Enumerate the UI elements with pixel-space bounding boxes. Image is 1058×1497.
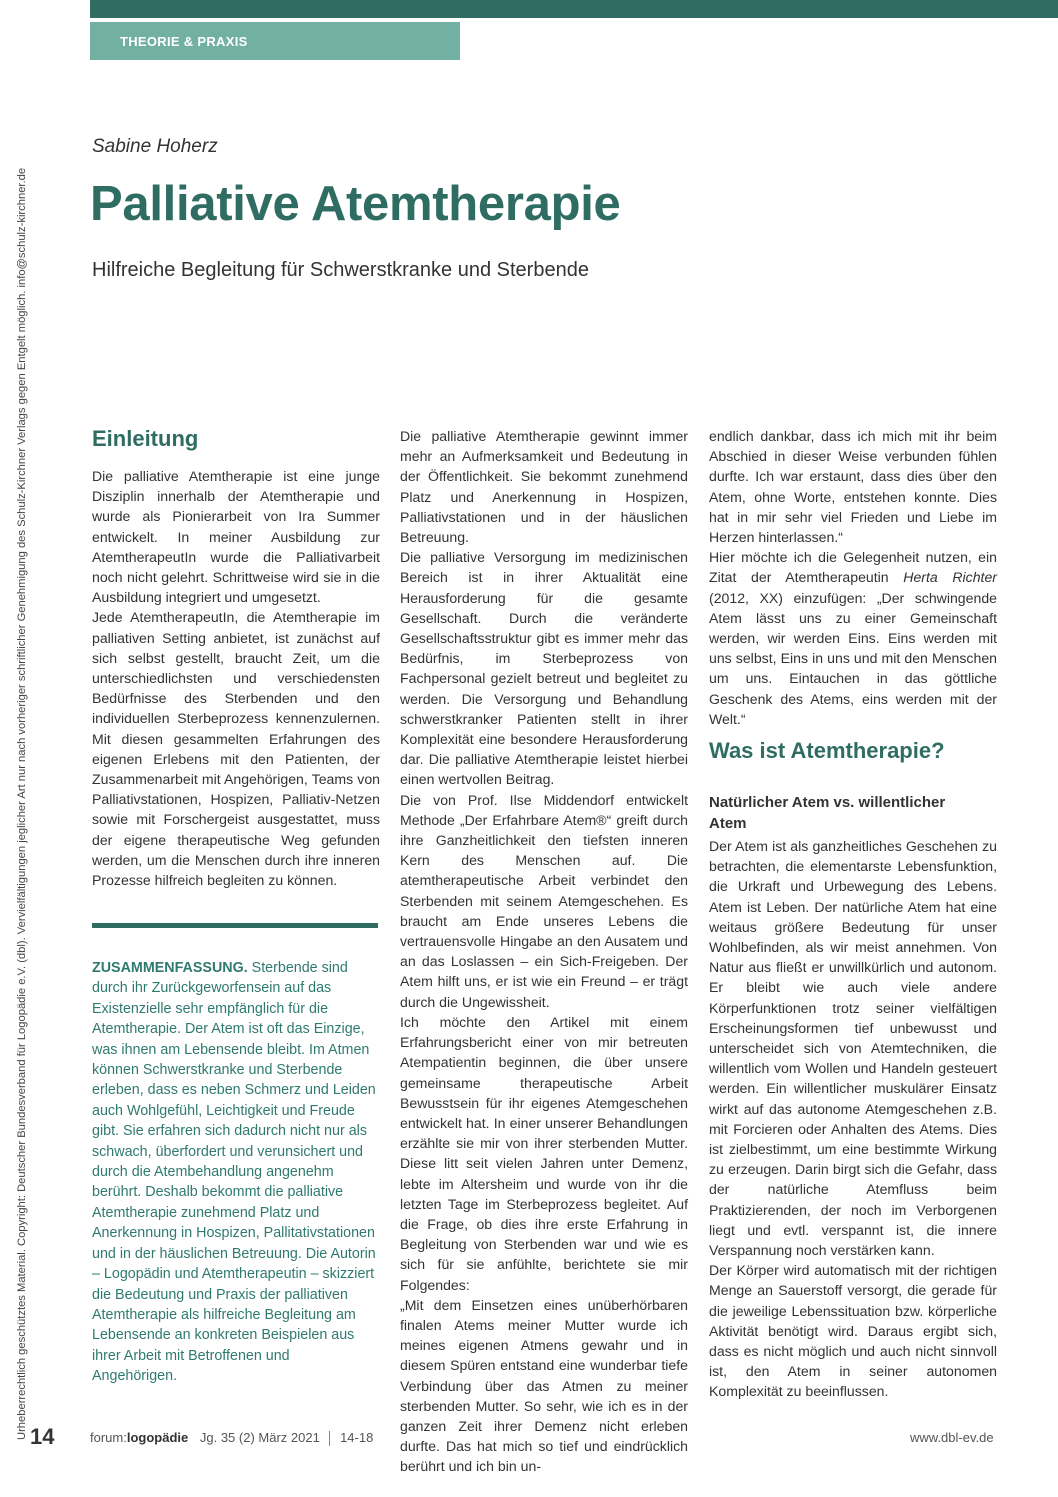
journal-name: logopädie [126, 1430, 189, 1445]
paragraph: Die palliative Atemtherapie ist eine junge Disziplin innerhalb der Atemtherapie und wurde als Pionierarbeit von Ira Summer entwickelt. In meiner Ausbildung zur AtemtherapeutIn wurde die Palliativarbeit noch nicht gelehrt. Schrittweise wird sie in die Ausbildung integriert und umgesetzt. [92, 468, 380, 606]
paragraph: Die palliative Versorgung im medizinischen Bereich ist in ihrer Aktualität eine Herausforderung für die gesamte Gesellschaft. Durch die veränderte Gesellschaftsstruktur gibt es immer mehr das Bedürfnis, im Sterbeprozess von Fachpersonal gezielt betreut und begleitet zu werden. Die Versorgung und Behandlung schwerstkranker Patienten stellt in ihrer Komplexität eine besondere Herausforderung dar. Die palliative Atemtherapie leistet hierbei einen wertvollen Beitrag. [400, 549, 688, 788]
quoted-author: Herta Richter [903, 569, 997, 586]
website-link[interactable]: www.dbl-ev.de [910, 1430, 994, 1445]
top-accent-bar [90, 0, 1058, 18]
page-range: 14-18 [340, 1430, 374, 1445]
section-heading-atemtherapie: Was ist Atemtherapie? [709, 738, 945, 763]
paragraph: Der Körper wird automatisch mit der richtigen Menge an Sauerstoff versorgt, die gerade für die jeweilige Lebenssituation bzw. körperliche Aktivität benötigt wird. Daraus ergibt sich, dass es nicht möglich und auch nicht sinnvoll ist, den Atem in seiner autonomen Komplexität zu beeinflussen. [709, 1262, 997, 1400]
paragraph: „Mit dem Einsetzen eines unüberhörbaren finalen Atems meiner Mutter wurde ich meines eigenen Atmens gewahr und in diesem Spüren entstand eine wunderbar tiefe Verbindung über das Atmen zu meiner sterbenden Mutter. So sehr, wie ich es in der ganzen Zeit ihrer Demenz nicht erleben durfte. Das hat mich so tief und eindrücklich berührt und ich bin un- [400, 1296, 688, 1475]
author-name: Sabine Hoherz [92, 136, 218, 157]
summary-separator [92, 923, 378, 928]
paragraph: Die von Prof. Ilse Middendorf entwickelt Methode „Der Erfahrbare Atem®“ greift durch ihre Ganzheitlichkeit den tiefsten inneren Kern des Menschen auf. Die atemtherapeutische Arbeit verbindet den Sterbenden mit seinem Atemgeschehen. Es braucht am Ende unseres Lebens die vertrauensvolle Hingabe an den Ausatem und an das Loslassen – ein Sich-Freigeben. Der Atem hilft uns, er ist wie ein Freund – er trägt durch die Ungewissheit. [400, 791, 688, 1010]
paragraph: endlich dankbar, dass ich mich mit ihr beim Abschied in dieser Weise verbunden fühlen durfte. Ich war erstaunt, dass dies über den Atem, ohne Worte, entstehen konnte. Dies hat in mir sehr viel Frieden und Liebe im Herzen hinterlassen.“ [709, 428, 997, 546]
quote-text: (2012, XX) einzufügen: „Der schwingende Atem lässt uns zu einer Gemeinschaft werden, wir werden Eins. Eins werden mit uns selbst, Eins in uns und mit den Menschen um uns. Eintauchen in das göttliche Geschenk des Atems, eins werden mit der Welt.“ [709, 589, 997, 727]
paragraph: Ich möchte den Artikel mit einem Erfahrungsbericht einer von mir betreuten Atempatientin beginnen, die über unsere gemeinsame therapeutische Arbeit Bewusstsein für ihr eigenes Atemgeschehen entwickelt hat. In einer unserer Behandlungen erzählte sie mir von ihrer sterbenden Mutter. Diese litt seit vielen Jahren unter Demenz, lebte im Altersheim und wurde von ihr die letzten Tage im Sterbeprozess begleitet. Auf die Frage, ob dies ihre erste Erfahrung in Begleitung von Sterbenden war und wie es sich für sie anfühlte, berichtete sie mir Folgendes: [400, 1013, 688, 1293]
side-copyright-notice: Urheberrechtlich geschütztes Material. Copyright: Deutscher Bundesverband für Logopädie e.V. (dbl). Vervielfältigungen jeglicher Art nur nach vorheriger schriftlicher Genehmigung des Schulz-Kirchner Verlags gegen Entgelt möglich. info@schulz-kirchner.de [16, 167, 28, 1440]
article-subtitle: Hilfreiche Begleitung für Schwerstkranke und Sterbende [92, 259, 589, 281]
summary-box [92, 958, 377, 1387]
column-2 [400, 426, 688, 1477]
quote-paragraph [709, 547, 997, 729]
section-label: THEORIE & PRAXIS [120, 34, 248, 49]
section-tab [90, 22, 460, 60]
paragraph: Die palliative Atemtherapie gewinnt immer mehr an Aufmerksamkeit und Bedeutung in der Öffentlichkeit. Sie bekommt zunehmend Platz und Anerkennung in Hospizen, Palliativstationen und in der häuslichen Betreuung. [400, 428, 688, 546]
journal-info [90, 1430, 373, 1446]
intro-heading: Einleitung [92, 426, 199, 451]
paragraph: Der Atem ist als ganzheitliches Geschehen zu betrachten, die elementarste Lebensfunktion, die Urkraft und Urbewegung des Lebens. Atem ist Leben. Der natürliche Atem hat eine weitaus größere Bedeutung für unser Wohlbefinden, als wir meist annehmen. Von Natur aus fließt er unwillkürlich und autonom. Er bleibt wie auch viele andere Körperfunktionen trotz seiner vielfältigen Erscheinungsformen tief unbewusst und unterscheidet sich von Atemtechniken, die willentlich vom Wollen und Handeln gesteuert werden. Ein willentlicher muskulärer Einsatz wirkt auf das autonome Atemgeschehen z.B. mit Forcieren oder Anhalten des Atems. Dies ist zielbestimmt, um eine bestimmte Wirkung zu erzeugen. Darin birgt sich die Gefahr, dass der natürliche Atemfluss beim Praktizierenden, der noch im Verborgenen liegt und evtl. verspannt ist, die innere Verspannung noch verstärken kann. [709, 838, 997, 1259]
journal-prefix: forum: [90, 1430, 127, 1445]
article-title: Palliative Atemtherapie [90, 177, 621, 231]
column-1 [92, 466, 380, 890]
column-3-top [709, 426, 997, 729]
quote-intro: Hier möchte ich die Gelegenheit nutzen, ein Zitat der Atemtherapeutin [709, 549, 997, 586]
summary-kicker: ZUSAMMENFASSUNG. [92, 960, 248, 976]
journal-issue: Jg. 35 (2) März 2021 [199, 1430, 320, 1445]
column-3-bottom [709, 836, 997, 1402]
paragraph: Jede AtemtherapeutIn, die Atemtherapie im palliativen Setting anbietet, ist zunächst auf sich selbst gestellt, braucht Zeit, um die unterschiedlichsten und verschiedensten Bedürfnisse des Sterbenden und den individuellen Sterbeprozess kennenzulernen. Mit diesen gesammelten Erfahrungen des eigenen Erlebens mit den Patienten, der Zusammenarbeit mit Angehörigen, Teams von Palliativstationen, Hospizen, Palliativ-Netzen sowie mit Forschergeist ausgestattet, muss der eigene therapeutische Weg gefunden werden, um die Menschen durch ihre inneren Prozesse hilfreich begleiten zu können. [92, 609, 380, 889]
page-number: 14 [30, 1424, 55, 1449]
footer-divider [329, 1431, 330, 1446]
subsection-heading: Natürlicher Atem vs. willentlicher Atem [709, 794, 946, 832]
summary-text: Sterbende sind durch ihr Zurückgeworfensein auf das Existenzielle sehr empfänglich für die Atemtherapie. Der Atem ist oft das Einzige, was ihnen am Lebensende bleibt. Im Atmen können Schwerstkranke und Sterbende erleben, dass es neben Schmerz und Leiden auch Wohlgefühl, Leichtigkeit und Freude gibt. Sie erfahren sich dadurch nicht nur als schwach, überfordert und verunsichert und durch die Atembehandlung angenehm berührt. Deshalb bekommt die palliative Atemtherapie zunehmend Platz und Anerkennung in Hospizen, Pallitativstationen und in der häuslichen Betreuung. Die Autorin – Logopädin und Atemtherapeutin – skizziert die Bedeutung und Praxis der palliativen Atemtherapie als hilfreiche Begleitung am Lebensende an konkreten Beispielen aus ihrer Arbeit mit Betroffenen und Angehörigen. [92, 960, 376, 1385]
